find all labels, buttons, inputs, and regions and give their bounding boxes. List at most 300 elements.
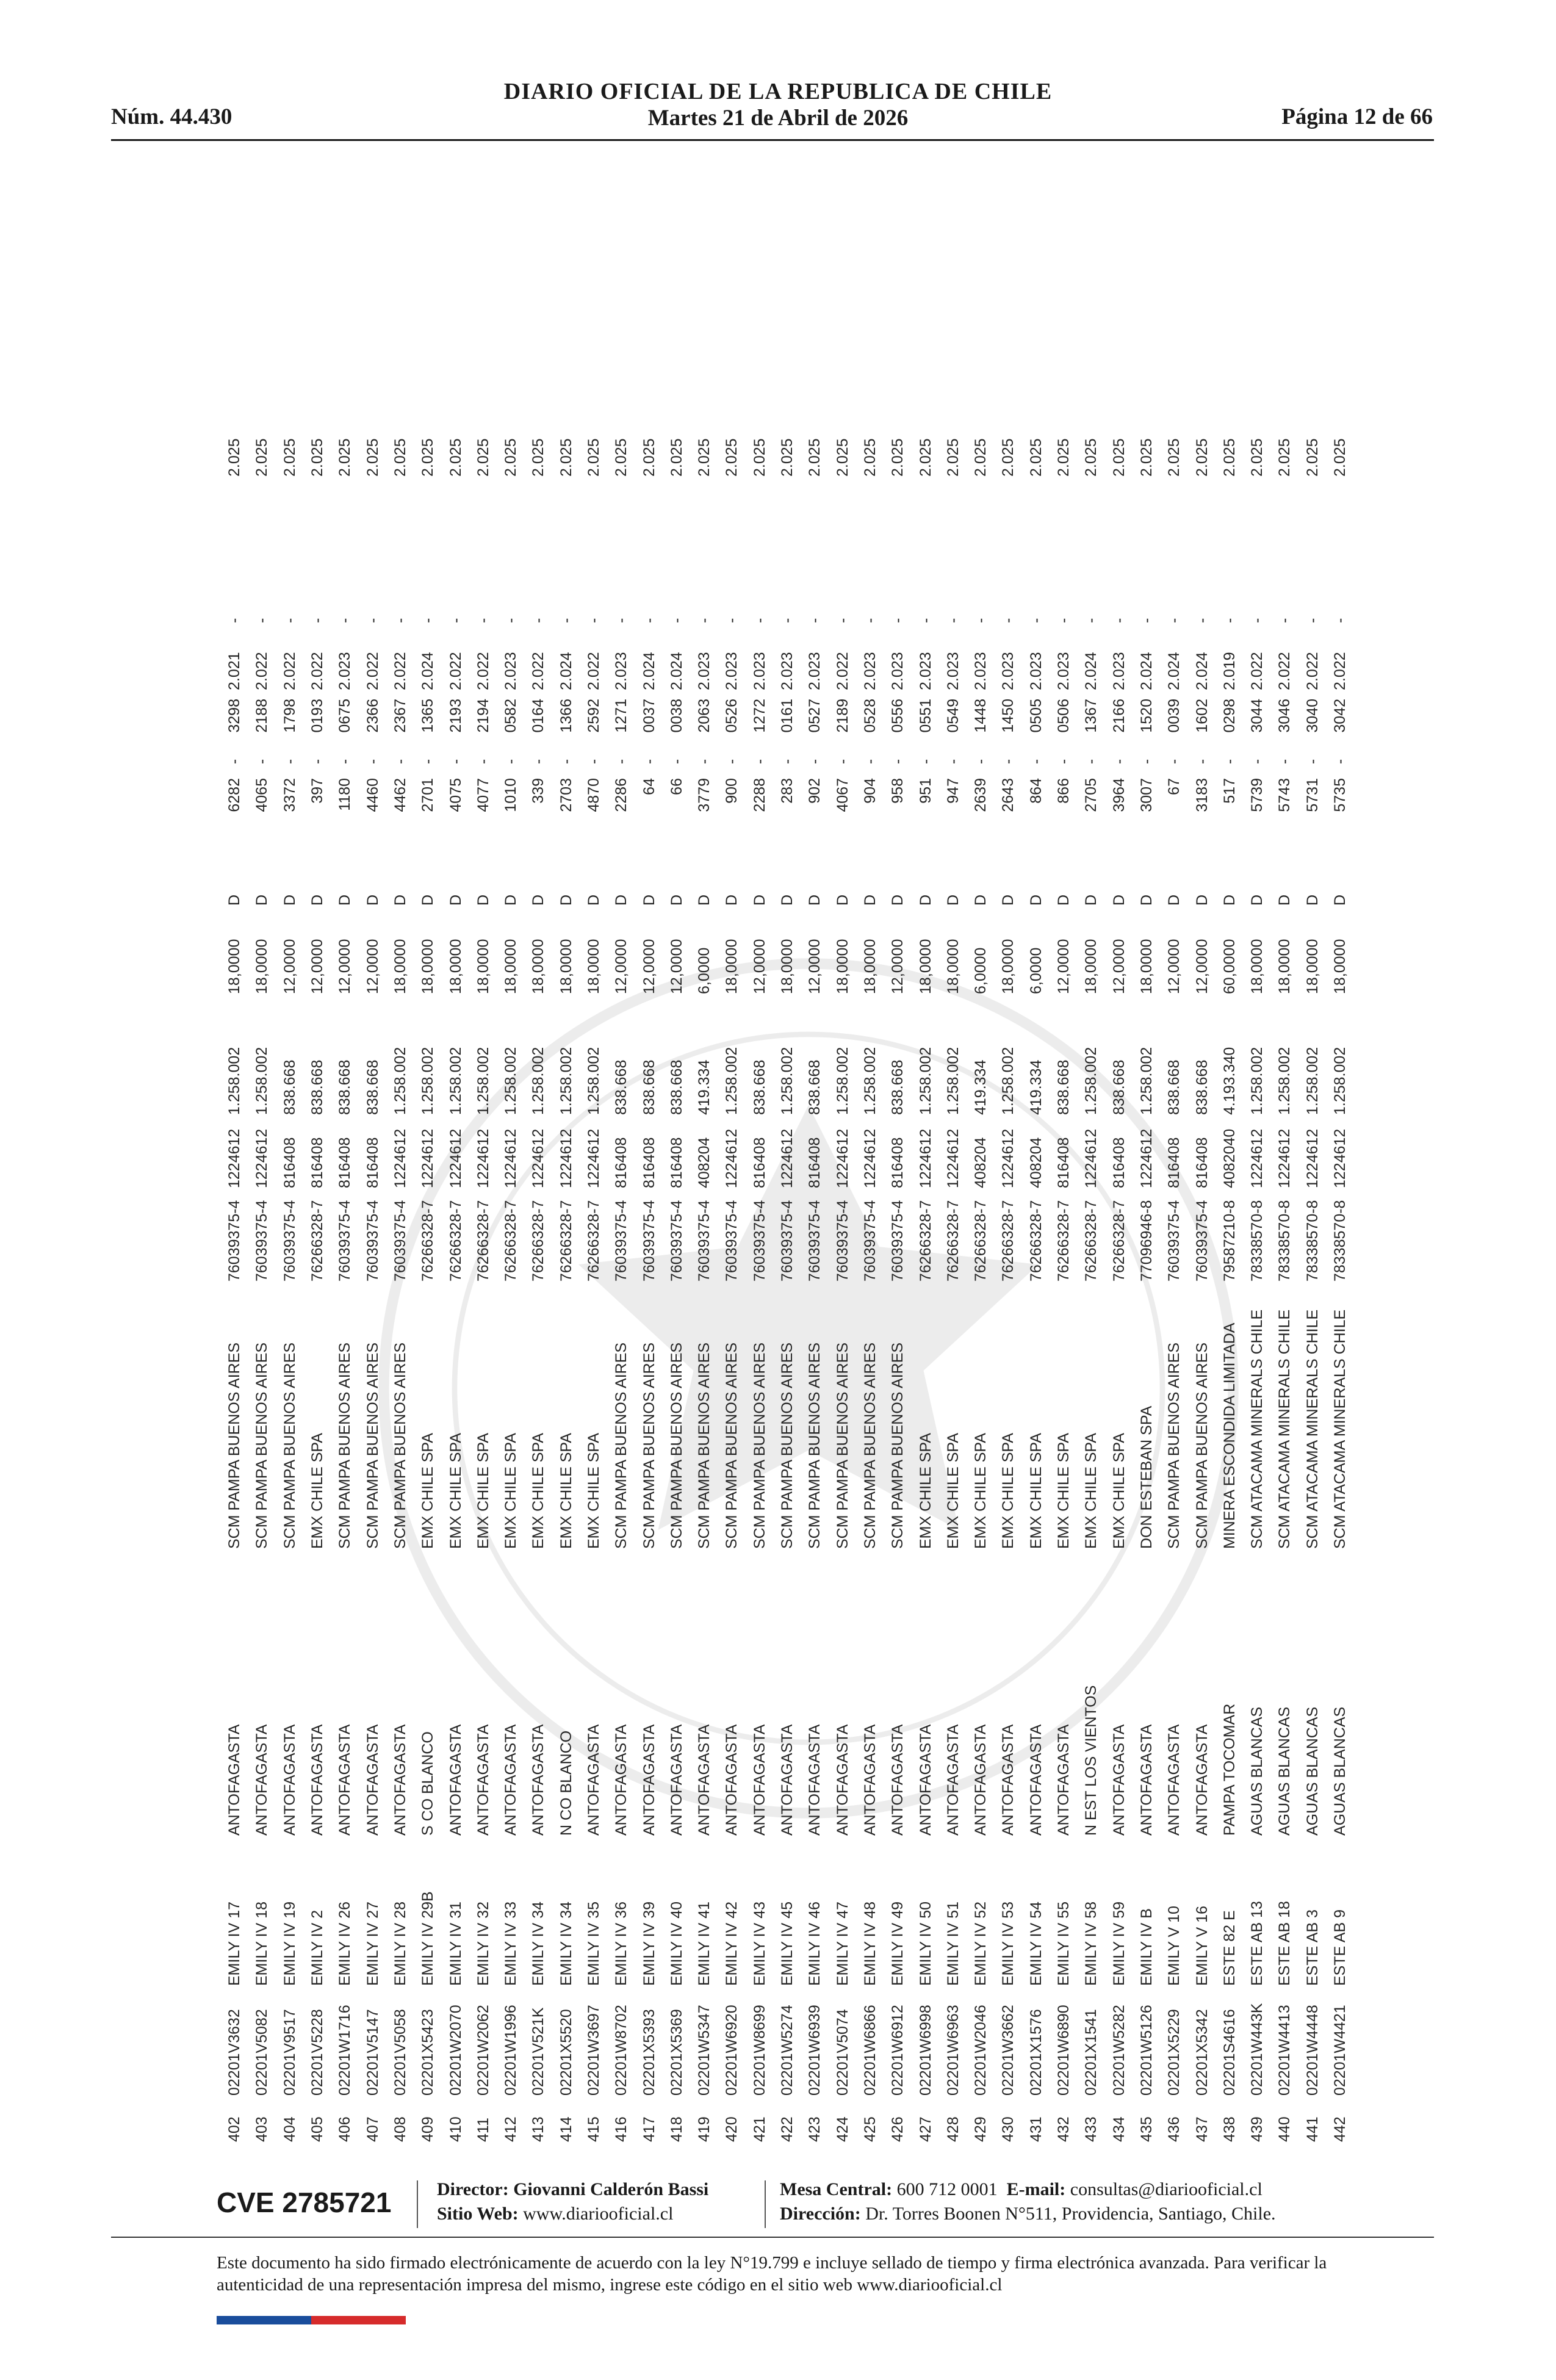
table-cell-fo: 3372 xyxy=(281,778,298,812)
table-cell-yr: 2.023 xyxy=(1027,652,1045,690)
table-cell-fo: 6282 xyxy=(226,778,243,812)
table-cell-fj: 0549 xyxy=(944,699,962,733)
table-cell-nom: EMILY IV 31 xyxy=(447,1901,464,1986)
table-cell-d2: - xyxy=(1000,618,1017,623)
table-cell-sup: 816408 xyxy=(281,1137,298,1188)
table-cell-nro: 433 xyxy=(1082,2116,1100,2142)
table-cell-d1: - xyxy=(1110,759,1128,765)
table-row xyxy=(663,428,691,2142)
table-cell-nom: EMILY IV 17 xyxy=(226,1901,243,1986)
table-row xyxy=(1188,428,1216,2142)
table-row xyxy=(718,428,746,2142)
table-cell-rut: 76039375-4 xyxy=(1193,1200,1211,1282)
email-label: E-mail: xyxy=(1006,2179,1066,2199)
header-divider xyxy=(111,139,1434,141)
table-cell-ha: 18,0000 xyxy=(502,939,520,994)
table-cell-tit: DON ESTEBAN SPA xyxy=(1137,1405,1155,1549)
table-cell-com: ANTOFAGASTA xyxy=(779,1724,796,1836)
table-cell-d1: - xyxy=(1248,759,1266,765)
table-cell-fo: 339 xyxy=(530,778,547,804)
table-cell-com: ANTOFAGASTA xyxy=(502,1724,520,1836)
table-cell-com: ANTOFAGASTA xyxy=(253,1724,271,1836)
table-cell-d1: - xyxy=(1303,759,1321,765)
table-cell-fj: 1520 xyxy=(1137,699,1155,733)
table-cell-nro: 436 xyxy=(1165,2116,1183,2142)
table-cell-an: 2.025 xyxy=(944,438,962,477)
table-cell-fo: 4077 xyxy=(474,778,492,812)
table-row xyxy=(331,428,359,2142)
table-row xyxy=(1216,428,1244,2142)
table-cell-an: 2.025 xyxy=(253,438,271,477)
table-cell-tit: EMX CHILE SPA xyxy=(419,1433,437,1549)
table-cell-an: 2.025 xyxy=(1137,438,1155,477)
table-cell-tip: D xyxy=(253,894,271,906)
table-cell-ha: 12,0000 xyxy=(751,939,768,994)
table-cell-nom: EMILY IV 33 xyxy=(502,1901,520,1986)
table-cell-rut: 76266328-7 xyxy=(530,1200,547,1282)
table-cell-fo: 67 xyxy=(1165,778,1183,795)
table-cell-d1: - xyxy=(861,759,879,765)
table-cell-fj: 3298 xyxy=(226,699,243,733)
table-cell-d1: - xyxy=(779,759,796,765)
table-cell-tit: SCM PAMPA BUENOS AIRES xyxy=(806,1342,824,1549)
table-cell-nom: EMILY IV 39 xyxy=(640,1901,658,1986)
table-cell-mto: 1.258.002 xyxy=(1000,1047,1017,1115)
table-cell-ha: 12,0000 xyxy=(1055,939,1073,994)
table-cell-fj: 3042 xyxy=(1331,699,1349,733)
table-cell-nom: EMILY IV 51 xyxy=(944,1901,962,1986)
table-cell-fo: 2705 xyxy=(1082,778,1100,812)
table-cell-mto: 838.668 xyxy=(336,1059,354,1115)
table-cell-d2: - xyxy=(1055,618,1073,623)
table-cell-tip: D xyxy=(1193,894,1211,906)
table-cell-d1: - xyxy=(696,759,713,765)
table-cell-nom: EMILY IV 46 xyxy=(806,1901,824,1986)
table-cell-yr: 2.023 xyxy=(696,652,713,690)
table-cell-an: 2.025 xyxy=(364,438,381,477)
table-cell-ha: 6,0000 xyxy=(972,947,990,994)
table-cell-mto: 1.258.002 xyxy=(861,1047,879,1115)
table-cell-nom: EMILY IV 28 xyxy=(391,1901,409,1986)
table-cell-nro: 431 xyxy=(1027,2116,1045,2142)
table-row xyxy=(1106,428,1133,2142)
table-cell-tip: D xyxy=(1110,894,1128,906)
table-cell-tip: D xyxy=(668,894,685,906)
table-cell-nro: 422 xyxy=(779,2116,796,2142)
table-cell-d1: - xyxy=(226,759,243,765)
table-cell-fo: 5735 xyxy=(1331,778,1349,812)
issue-date: Martes 21 de Abril de 2026 xyxy=(647,106,909,131)
table-cell-tip: D xyxy=(696,894,713,906)
table-cell-ha: 12,0000 xyxy=(1165,939,1183,994)
table-cell-fj: 0039 xyxy=(1165,699,1183,733)
table-row xyxy=(553,428,580,2142)
table-row xyxy=(1050,428,1078,2142)
table-cell-mto: 1.258.002 xyxy=(502,1047,520,1115)
table-row xyxy=(276,428,304,2142)
table-cell-an: 2.025 xyxy=(1110,438,1128,477)
table-cell-sup: 408204 xyxy=(696,1137,713,1188)
table-cell-yr: 2.023 xyxy=(889,652,907,690)
table-cell-mto: 838.668 xyxy=(640,1059,658,1115)
table-cell-yr: 2.022 xyxy=(1303,652,1321,690)
table-cell-mto: 838.668 xyxy=(1055,1059,1073,1115)
table-cell-d1: - xyxy=(1276,759,1294,765)
table-cell-cod: 02201W3697 xyxy=(585,2005,602,2096)
table-cell-tit: SCM ATACAMA MINERALS CHILE xyxy=(1276,1309,1294,1549)
table-cell-com: ANTOFAGASTA xyxy=(309,1724,326,1836)
table-cell-ha: 18,0000 xyxy=(1276,939,1294,994)
table-cell-d1: - xyxy=(751,759,768,765)
table-cell-tip: D xyxy=(1000,894,1017,906)
email-link[interactable]: consultas@diariooficial.cl xyxy=(1070,2179,1262,2199)
table-cell-fo: 2701 xyxy=(419,778,437,812)
table-cell-sup: 816408 xyxy=(1165,1137,1183,1188)
table-cell-com: ANTOFAGASTA xyxy=(1165,1724,1183,1836)
table-cell-mto: 838.668 xyxy=(281,1059,298,1115)
table-cell-nom: EMILY IV 43 xyxy=(751,1901,768,1986)
table-cell-d1: - xyxy=(364,759,381,765)
table-cell-tit: SCM PAMPA BUENOS AIRES xyxy=(281,1342,298,1549)
table-cell-com: ANTOFAGASTA xyxy=(1193,1724,1211,1836)
table-cell-mto: 1.258.002 xyxy=(1082,1047,1100,1115)
footer-divider xyxy=(111,2237,1434,2238)
table-cell-an: 2.025 xyxy=(502,438,520,477)
table-cell-d2: - xyxy=(557,618,575,623)
table-cell-nro: 405 xyxy=(309,2116,326,2142)
table-cell-rut: 78338570-8 xyxy=(1276,1200,1294,1282)
table-cell-sup: 1224612 xyxy=(253,1128,271,1188)
table-cell-mto: 1.258.002 xyxy=(834,1047,851,1115)
table-cell-fj: 3046 xyxy=(1276,699,1294,733)
table-cell-ha: 18,0000 xyxy=(419,939,437,994)
table-cell-mto: 1.258.002 xyxy=(557,1047,575,1115)
table-cell-yr: 2.024 xyxy=(1193,652,1211,690)
table-cell-fj: 2193 xyxy=(447,699,464,733)
table-cell-nro: 416 xyxy=(613,2116,630,2142)
table-cell-an: 2.025 xyxy=(1331,438,1349,477)
table-cell-nro: 414 xyxy=(557,2116,575,2142)
table-cell-cod: 02201W8699 xyxy=(751,2005,768,2096)
table-cell-com: AGUAS BLANCAS xyxy=(1331,1706,1349,1836)
table-cell-com: ANTOFAGASTA xyxy=(723,1724,741,1836)
table-cell-ha: 18,0000 xyxy=(1137,939,1155,994)
table-cell-yr: 2.023 xyxy=(1110,652,1128,690)
table-cell-d1: - xyxy=(944,759,962,765)
table-row xyxy=(1133,428,1161,2142)
table-cell-fo: 2639 xyxy=(972,778,990,812)
table-cell-mto: 838.668 xyxy=(309,1059,326,1115)
table-cell-an: 2.025 xyxy=(391,438,409,477)
table-cell-sup: 1224612 xyxy=(502,1128,520,1188)
concessions-table xyxy=(221,428,1354,2142)
table-cell-mto: 1.258.002 xyxy=(419,1047,437,1115)
table-cell-ha: 18,0000 xyxy=(723,939,741,994)
table-cell-nom: EMILY IV 29B xyxy=(419,1891,437,1986)
table-cell-yr: 2.022 xyxy=(281,652,298,690)
table-cell-cod: 02201W8702 xyxy=(613,2005,630,2096)
table-cell-fj: 2366 xyxy=(364,699,381,733)
table-cell-nro: 411 xyxy=(474,2118,492,2142)
table-cell-fo: 517 xyxy=(1220,778,1238,804)
table-cell-com: ANTOFAGASTA xyxy=(1000,1724,1017,1836)
table-cell-d1: - xyxy=(640,759,658,765)
table-cell-nro: 406 xyxy=(336,2116,354,2142)
table-row xyxy=(857,428,884,2142)
table-cell-tip: D xyxy=(1248,894,1266,906)
table-cell-d2: - xyxy=(1110,618,1128,623)
table-cell-d2: - xyxy=(696,618,713,623)
table-cell-yr: 2.024 xyxy=(640,652,658,690)
table-cell-cod: 02201W6890 xyxy=(1055,2005,1073,2096)
table-cell-fj: 0161 xyxy=(779,699,796,733)
table-cell-d2: - xyxy=(889,618,907,623)
table-cell-an: 2.025 xyxy=(419,438,437,477)
table-cell-d2: - xyxy=(1248,618,1266,623)
table-cell-ha: 12,0000 xyxy=(806,939,824,994)
table-cell-fo: 2288 xyxy=(751,778,768,812)
table-cell-mto: 1.258.002 xyxy=(917,1047,934,1115)
table-cell-d2: - xyxy=(972,618,990,623)
table-cell-an: 2.025 xyxy=(336,438,354,477)
table-cell-nro: 412 xyxy=(502,2116,520,2142)
table-cell-rut: 76039375-4 xyxy=(668,1200,685,1282)
table-cell-sup: 408204 xyxy=(972,1137,990,1188)
table-cell-fj: 1798 xyxy=(281,699,298,733)
table-cell-tit: EMX CHILE SPA xyxy=(1000,1433,1017,1549)
table-cell-fo: 5743 xyxy=(1276,778,1294,812)
table-cell-d2: - xyxy=(391,618,409,623)
table-cell-nom: EMILY IV 54 xyxy=(1027,1901,1045,1986)
table-cell-fo: 1180 xyxy=(336,778,354,811)
table-cell-cod: 02201X5342 xyxy=(1193,2009,1211,2096)
table-cell-mto: 1.258.002 xyxy=(1331,1047,1349,1115)
table-cell-rut: 76266328-7 xyxy=(309,1200,326,1282)
table-cell-cod: 02201W2062 xyxy=(474,2005,492,2096)
table-cell-rut: 76266328-7 xyxy=(1000,1200,1017,1282)
table-cell-sup: 1224612 xyxy=(474,1128,492,1188)
table-cell-tit: EMX CHILE SPA xyxy=(1110,1433,1128,1549)
table-cell-d1: - xyxy=(1331,759,1349,765)
table-cell-com: ANTOFAGASTA xyxy=(530,1724,547,1836)
table-row xyxy=(580,428,608,2142)
table-cell-rut: 76266328-7 xyxy=(1055,1200,1073,1282)
table-cell-rut: 76039375-4 xyxy=(613,1200,630,1282)
table-cell-fo: 3964 xyxy=(1110,778,1128,812)
table-cell-rut: 76039375-4 xyxy=(253,1200,271,1282)
table-cell-tit: SCM PAMPA BUENOS AIRES xyxy=(1193,1342,1211,1549)
table-cell-d2: - xyxy=(1137,618,1155,623)
table-cell-rut: 78338570-8 xyxy=(1331,1200,1349,1282)
table-cell-cod: 02201W1716 xyxy=(336,2005,354,2096)
table-cell-tip: D xyxy=(723,894,741,906)
table-cell-fo: 283 xyxy=(779,778,796,804)
table-cell-sup: 1224612 xyxy=(447,1128,464,1188)
newspaper-title: DIARIO OFICIAL DE LA REPUBLICA DE CHILE xyxy=(503,79,1053,104)
table-cell-tip: D xyxy=(1137,894,1155,906)
table-cell-d2: - xyxy=(723,618,741,623)
table-cell-tit: SCM ATACAMA MINERALS CHILE xyxy=(1331,1309,1349,1549)
table-cell-sup: 816408 xyxy=(364,1137,381,1188)
table-cell-mto: 838.668 xyxy=(1193,1059,1211,1115)
table-cell-an: 2.025 xyxy=(1165,438,1183,477)
table-cell-nom: EMILY IV 48 xyxy=(861,1901,879,1986)
table-cell-yr: 2.024 xyxy=(1137,652,1155,690)
table-cell-an: 2.025 xyxy=(281,438,298,477)
table-cell-ha: 18,0000 xyxy=(779,939,796,994)
table-cell-com: ANTOFAGASTA xyxy=(1027,1724,1045,1836)
table-cell-com: ANTOFAGASTA xyxy=(1110,1724,1128,1836)
table-cell-tit: SCM PAMPA BUENOS AIRES xyxy=(391,1342,409,1549)
table-cell-tip: D xyxy=(391,894,409,906)
table-cell-cod: 02201V5082 xyxy=(253,2009,271,2096)
table-cell-d1: - xyxy=(1082,759,1100,765)
table-cell-d2: - xyxy=(1303,618,1321,623)
table-cell-d1: - xyxy=(502,759,520,765)
table-cell-sup: 816408 xyxy=(640,1137,658,1188)
table-cell-com: ANTOFAGASTA xyxy=(834,1724,851,1836)
table-cell-ha: 18,0000 xyxy=(944,939,962,994)
director-line xyxy=(437,2179,708,2200)
table-cell-nro: 432 xyxy=(1055,2116,1073,2142)
table-cell-nro: 421 xyxy=(751,2116,768,2142)
table-cell-fj: 0506 xyxy=(1055,699,1073,733)
table-cell-sup: 1224612 xyxy=(944,1128,962,1188)
table-cell-nro: 415 xyxy=(585,2116,602,2142)
table-cell-rut: 76266328-7 xyxy=(944,1200,962,1282)
table-cell-cod: 02201W3662 xyxy=(1000,2005,1017,2096)
table-cell-an: 2.025 xyxy=(1000,438,1017,477)
table-cell-rut: 76039375-4 xyxy=(281,1200,298,1282)
table-cell-an: 2.025 xyxy=(640,438,658,477)
table-cell-rut: 76039375-4 xyxy=(640,1200,658,1282)
table-cell-d1: - xyxy=(585,759,602,765)
table-cell-d1: - xyxy=(530,759,547,765)
table-cell-nom: EMILY IV 27 xyxy=(364,1901,381,1986)
table-cell-tip: D xyxy=(530,894,547,906)
table-cell-ha: 18,0000 xyxy=(1000,939,1017,994)
table-cell-ha: 60,0000 xyxy=(1220,939,1238,994)
table-cell-ha: 12,0000 xyxy=(668,939,685,994)
table-cell-yr: 2.023 xyxy=(944,652,962,690)
table-cell-rut: 76266328-7 xyxy=(447,1200,464,1282)
table-cell-tip: D xyxy=(281,894,298,906)
table-cell-com: ANTOFAGASTA xyxy=(1137,1724,1155,1836)
contact-line xyxy=(780,2179,1262,2200)
table-cell-tit: SCM PAMPA BUENOS AIRES xyxy=(696,1342,713,1549)
table-row xyxy=(1299,428,1327,2142)
table-cell-an: 2.025 xyxy=(1248,438,1266,477)
table-cell-tip: D xyxy=(834,894,851,906)
website-link[interactable]: www.diariooficial.cl xyxy=(523,2204,674,2224)
table-cell-ha: 18,0000 xyxy=(861,939,879,994)
table-cell-nro: 426 xyxy=(889,2116,907,2142)
website-label: Sitio Web: xyxy=(437,2204,519,2224)
director-name: Giovanni Calderón Bassi xyxy=(513,2179,709,2199)
table-cell-yr: 2.022 xyxy=(447,652,464,690)
table-cell-fj: 0505 xyxy=(1027,699,1045,733)
table-cell-d1: - xyxy=(447,759,464,765)
table-cell-cod: 02201V3632 xyxy=(226,2009,243,2096)
table-cell-nom: EMILY IV 2 xyxy=(309,1909,326,1986)
table-cell-yr: 2.022 xyxy=(530,652,547,690)
table-cell-an: 2.025 xyxy=(530,438,547,477)
table-cell-tip: D xyxy=(1082,894,1100,906)
table-cell-nro: 430 xyxy=(1000,2116,1017,2142)
table-cell-tip: D xyxy=(806,894,824,906)
table-cell-cod: 02201V521K xyxy=(530,2007,547,2096)
table-cell-d1: - xyxy=(1027,759,1045,765)
table-cell-tip: D xyxy=(419,894,437,906)
table-cell-tit: EMX CHILE SPA xyxy=(972,1433,990,1549)
table-cell-nom: EMILY IV 18 xyxy=(253,1901,271,1986)
table-cell-mto: 1.258.002 xyxy=(944,1047,962,1115)
table-cell-an: 2.025 xyxy=(474,438,492,477)
table-cell-ha: 18,0000 xyxy=(1303,939,1321,994)
table-cell-tip: D xyxy=(1027,894,1045,906)
table-cell-mto: 1.258.002 xyxy=(474,1047,492,1115)
table-cell-nro: 403 xyxy=(253,2116,271,2142)
table-cell-rut: 79587210-8 xyxy=(1220,1200,1238,1282)
table-cell-fo: 4067 xyxy=(834,778,851,812)
table-cell-mto: 1.258.002 xyxy=(723,1047,741,1115)
table-row xyxy=(912,428,939,2142)
table-cell-nro: 441 xyxy=(1303,2116,1321,2142)
table-cell-sup: 816408 xyxy=(336,1137,354,1188)
table-cell-cod: 02201X5520 xyxy=(557,2009,575,2096)
table-cell-fo: 951 xyxy=(917,778,934,804)
table-cell-fj: 2194 xyxy=(474,699,492,733)
table-cell-nro: 423 xyxy=(806,2116,824,2142)
table-cell-d1: - xyxy=(419,759,437,765)
table-cell-nro: 410 xyxy=(447,2116,464,2142)
table-cell-d1: - xyxy=(613,759,630,765)
table-cell-d2: - xyxy=(447,618,464,623)
table-cell-tit: SCM PAMPA BUENOS AIRES xyxy=(364,1342,381,1549)
table-cell-d2: - xyxy=(834,618,851,623)
table-row xyxy=(304,428,331,2142)
table-cell-tit: SCM PAMPA BUENOS AIRES xyxy=(668,1342,685,1549)
table-cell-rut: 76039375-4 xyxy=(779,1200,796,1282)
table-cell-ha: 12,0000 xyxy=(640,939,658,994)
table-cell-d1: - xyxy=(309,759,326,765)
table-cell-mto: 1.258.002 xyxy=(391,1047,409,1115)
table-cell-com: ANTOFAGASTA xyxy=(613,1724,630,1836)
table-cell-tit: EMX CHILE SPA xyxy=(1027,1433,1045,1549)
table-cell-nro: 404 xyxy=(281,2116,298,2142)
table-cell-fo: 2703 xyxy=(557,778,575,812)
table-cell-tit: EMX CHILE SPA xyxy=(309,1433,326,1549)
table-cell-sup: 816408 xyxy=(668,1137,685,1188)
table-cell-fj: 3040 xyxy=(1303,699,1321,733)
table-cell-com: ANTOFAGASTA xyxy=(972,1724,990,1836)
table-cell-fo: 1010 xyxy=(502,778,520,812)
table-cell-d2: - xyxy=(253,618,271,623)
table-cell-fj: 1366 xyxy=(557,699,575,733)
table-cell-yr: 2.023 xyxy=(1055,652,1073,690)
table-cell-fj: 2189 xyxy=(834,699,851,733)
table-cell-rut: 76039375-4 xyxy=(834,1200,851,1282)
table-cell-nom: EMILY IV 36 xyxy=(613,1901,630,1986)
table-cell-d1: - xyxy=(336,759,354,765)
table-cell-d1: - xyxy=(723,759,741,765)
table-cell-fo: 4460 xyxy=(364,778,381,812)
table-cell-yr: 2.022 xyxy=(1248,652,1266,690)
table-cell-yr: 2.021 xyxy=(226,652,243,690)
table-cell-rut: 76039375-4 xyxy=(889,1200,907,1282)
table-cell-cod: 02201W1996 xyxy=(502,2005,520,2096)
table-cell-com: ANTOFAGASTA xyxy=(917,1724,934,1836)
